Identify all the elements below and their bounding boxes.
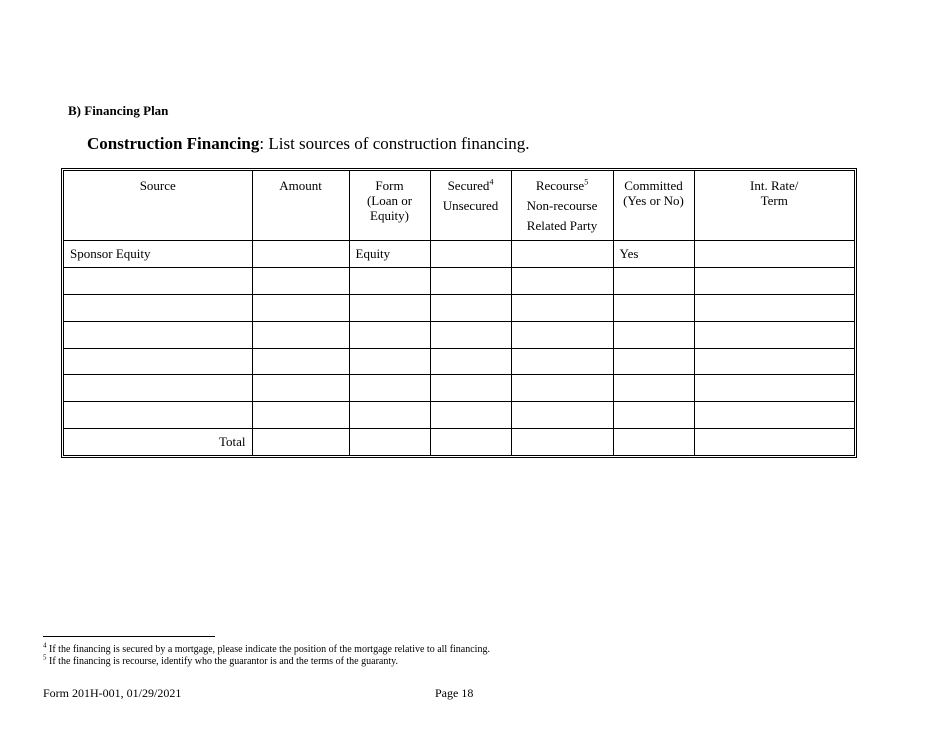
table-row — [64, 375, 854, 402]
cell-form[interactable] — [349, 267, 430, 294]
cell-committed[interactable]: Yes — [613, 241, 694, 268]
cell-form[interactable] — [349, 321, 430, 348]
total-recourse[interactable] — [511, 429, 613, 455]
cell-amount[interactable] — [252, 402, 349, 429]
cell-secured[interactable] — [430, 294, 511, 321]
cell-recourse[interactable] — [511, 348, 613, 375]
cell-rate[interactable] — [694, 294, 854, 321]
header-recourse: Recourse$^5$ Non-recourse Related Party — [511, 171, 613, 241]
cell-committed[interactable] — [613, 294, 694, 321]
cell-committed[interactable] — [613, 267, 694, 294]
cell-form[interactable] — [349, 375, 430, 402]
cell-rate[interactable] — [694, 241, 854, 268]
total-committed[interactable] — [613, 429, 694, 455]
table-row — [64, 321, 854, 348]
section-title: B) Financing Plan — [68, 103, 169, 118]
footnote-divider — [43, 636, 215, 637]
header-form: Form (Loan or Equity) — [349, 171, 430, 241]
table-row — [64, 402, 854, 429]
header-committed: Committed (Yes or No) — [613, 171, 694, 241]
cell-recourse[interactable] — [511, 267, 613, 294]
page-heading — [87, 134, 529, 154]
cell-secured[interactable] — [430, 348, 511, 375]
cell-committed[interactable] — [613, 375, 694, 402]
cell-recourse[interactable] — [511, 241, 613, 268]
total-rate[interactable] — [694, 429, 854, 455]
cell-committed[interactable] — [613, 321, 694, 348]
cell-rate[interactable] — [694, 348, 854, 375]
header-row — [64, 171, 854, 241]
total-secured[interactable] — [430, 429, 511, 455]
cell-recourse[interactable] — [511, 294, 613, 321]
header-amount: Amount — [252, 171, 349, 241]
table-row — [64, 348, 854, 375]
cell-rate[interactable] — [694, 321, 854, 348]
header-rate: Int. Rate/ Term — [694, 171, 854, 241]
cell-source[interactable]: Sponsor Equity — [64, 241, 252, 268]
total-amount[interactable] — [252, 429, 349, 455]
cell-committed[interactable] — [613, 348, 694, 375]
total-row — [64, 429, 854, 455]
cell-source[interactable] — [64, 402, 252, 429]
cell-rate[interactable] — [694, 375, 854, 402]
cell-amount[interactable] — [252, 267, 349, 294]
cell-form[interactable] — [349, 294, 430, 321]
cell-recourse[interactable] — [511, 402, 613, 429]
table-row — [64, 241, 854, 268]
cell-recourse[interactable] — [511, 375, 613, 402]
cell-secured[interactable] — [430, 375, 511, 402]
heading-bold: Construction Financing — [87, 134, 260, 153]
header-source: Source — [64, 171, 252, 241]
cell-committed[interactable] — [613, 402, 694, 429]
page-number: Page 18 — [435, 686, 474, 700]
footnote-4: $^4$ If the financing is secured by a mortgage, please indicate the position of the mortgage relative to all financing. — [43, 641, 490, 655]
cell-amount[interactable] — [252, 375, 349, 402]
header-secured: Secured$^4$ Unsecured — [430, 171, 511, 241]
cell-amount[interactable] — [252, 294, 349, 321]
cell-source[interactable] — [64, 321, 252, 348]
cell-source[interactable] — [64, 267, 252, 294]
cell-secured[interactable] — [430, 321, 511, 348]
cell-amount[interactable] — [252, 241, 349, 268]
cell-secured[interactable] — [430, 267, 511, 294]
cell-recourse[interactable] — [511, 321, 613, 348]
cell-source[interactable] — [64, 348, 252, 375]
cell-amount[interactable] — [252, 348, 349, 375]
table-row — [64, 294, 854, 321]
footnote-5: $^5$ If the financing is recourse, identify who the guarantor is and the terms of the guaranty. — [43, 653, 398, 667]
cell-form[interactable] — [349, 348, 430, 375]
cell-form[interactable] — [349, 402, 430, 429]
cell-source[interactable] — [64, 375, 252, 402]
heading-text: : List sources of construction financing. — [259, 134, 530, 153]
cell-amount[interactable] — [252, 321, 349, 348]
cell-secured[interactable] — [430, 402, 511, 429]
form-identifier: Form 201H-001, 01/29/2021 — [43, 686, 182, 700]
total-label: Total — [64, 429, 252, 455]
cell-source[interactable] — [64, 294, 252, 321]
financing-table — [61, 168, 857, 458]
cell-rate[interactable] — [694, 267, 854, 294]
cell-form[interactable]: Equity — [349, 241, 430, 268]
table-row — [64, 267, 854, 294]
total-form[interactable] — [349, 429, 430, 455]
cell-rate[interactable] — [694, 402, 854, 429]
cell-secured[interactable] — [430, 241, 511, 268]
